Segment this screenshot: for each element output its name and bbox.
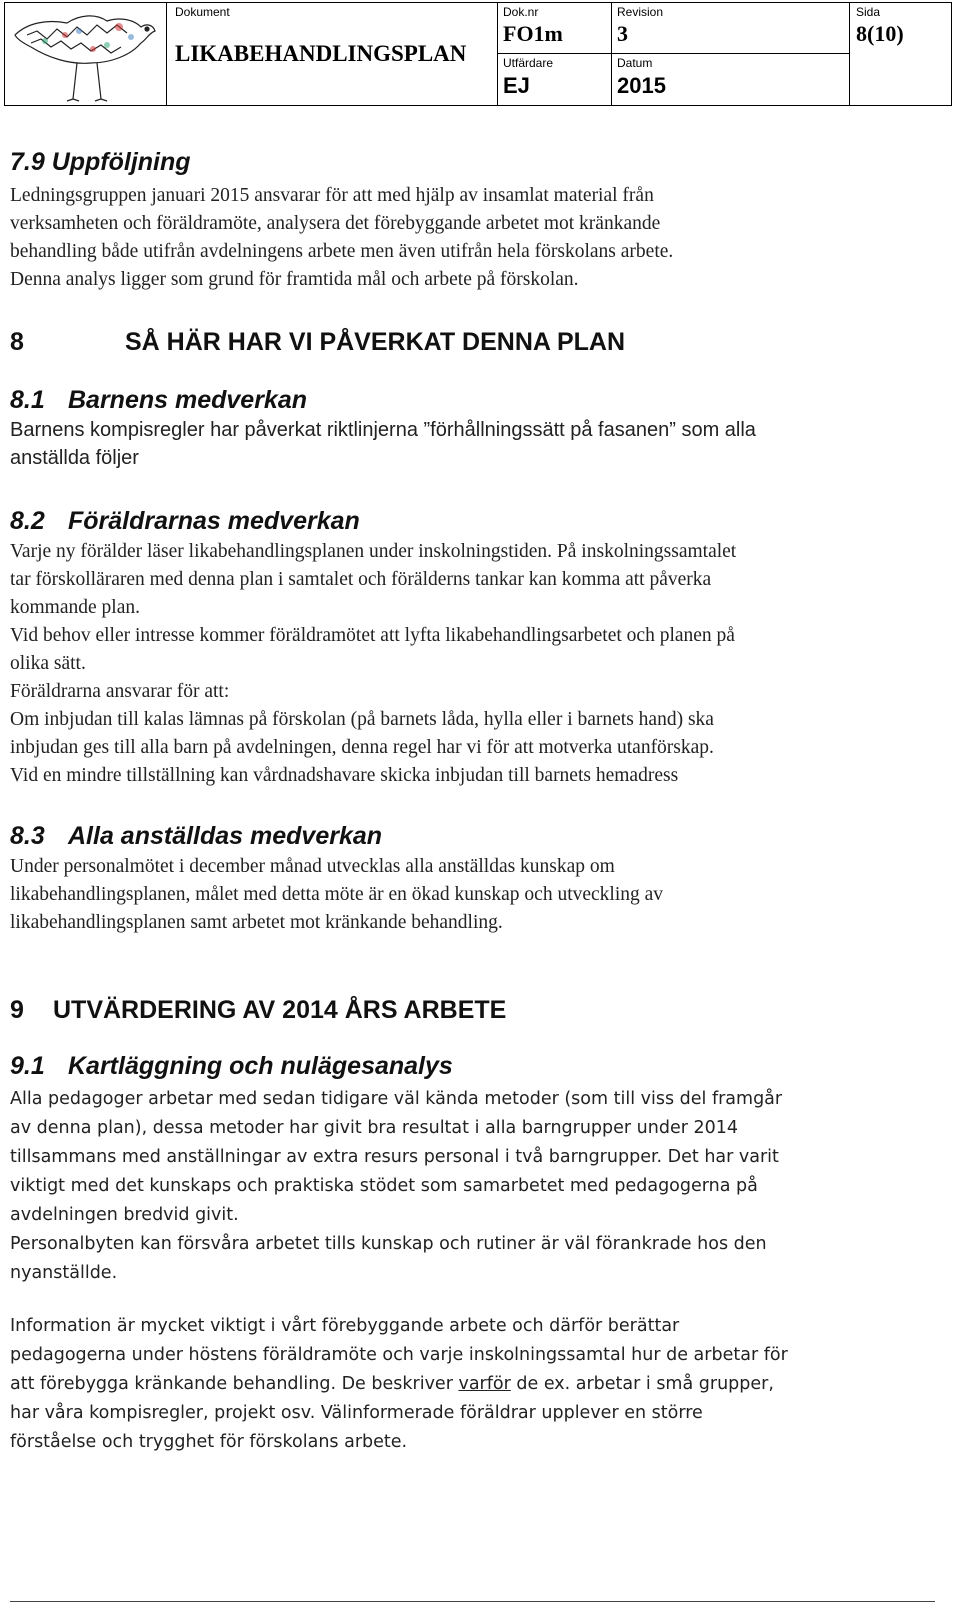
- text-line: verksamheten och föräldramöte, analysera det förebyggande arbetet mot kränkande: [10, 213, 661, 234]
- section-heading-7-9: [10, 148, 191, 177]
- text-line: olika sätt.: [10, 653, 86, 674]
- date-value: 2015: [617, 73, 666, 98]
- document-title: LIKABEHANDLINGSPLAN: [175, 41, 467, 66]
- revision-value: 3: [617, 21, 628, 46]
- text-line: inbjudan ges till alla barn på avdelningen, denna regel har vi för att motverka utanförskap.: [10, 737, 714, 758]
- text-line: Personalbyten kan försvåra arbetet tills kunskap och rutiner är väl förankrade hos den: [10, 1234, 767, 1254]
- footer-rule: [10, 1601, 935, 1602]
- issuer-label: Utfärdare: [503, 56, 554, 70]
- header-divider: [611, 3, 612, 105]
- paragraph-8-1: [10, 416, 940, 472]
- docnr-label: Dok.nr: [503, 5, 539, 19]
- section-heading-text: Alla anställdas medverkan: [68, 822, 383, 850]
- section-heading-text: Barnens medverkan: [68, 386, 308, 414]
- document-label: Dokument: [175, 5, 230, 19]
- text-line: viktigt med det kunskaps och praktiska stödet som samarbetet med pedagogerna på: [10, 1176, 758, 1196]
- text-line: Om inbjudan till kalas lämnas på förskolan (på barnets låda, hylla eller i barnets hand) ska: [10, 709, 714, 730]
- page-value: 8(10): [856, 21, 904, 46]
- text-line: Under personalmötet i december månad utvecklas alla anställdas kunskap om: [10, 856, 615, 877]
- text-line: tillsammans med anställningar av extra resurs personal i två barngrupper. Det har varit: [10, 1147, 779, 1167]
- header-divider: [497, 53, 849, 54]
- text-line: har våra kompisregler, projekt osv. Välinformerade föräldrar upplever en större: [10, 1403, 703, 1423]
- section-number: 8.3: [10, 822, 45, 850]
- pheasant-logo: [7, 5, 167, 103]
- page-label: Sida: [856, 5, 881, 19]
- paragraph-9-1-information: [10, 1312, 940, 1457]
- text-line: Ledningsgruppen januari 2015 ansvarar för att med hjälp av insamlat material från: [10, 185, 654, 206]
- text-line: Föräldrarna ansvarar för att:: [10, 681, 230, 702]
- text-line: förståelse och trygghet för förskolans arbete.: [10, 1432, 408, 1452]
- section-heading-text: UTVÄRDERING AV 2014 ÅRS ARBETE: [53, 996, 507, 1024]
- text-segment: att förebygga kränkande behandling. De beskriver: [10, 1374, 459, 1394]
- section-heading-text: 7.9 Uppföljning: [10, 148, 191, 176]
- text-line: Barnens kompisregler har påverkat riktlinjerna ”förhållningssätt på fasanen” som alla: [10, 419, 756, 441]
- text-line: anställda följer: [10, 447, 139, 469]
- text-line: av denna plan), dessa metoder har givit bra resultat i alla barngrupper under 2014: [10, 1118, 739, 1138]
- paragraph-7-9: [10, 182, 940, 294]
- section-heading-text: SÅ HÄR HAR VI PÅVERKAT DENNA PLAN: [125, 328, 626, 356]
- paragraph-8-3: [10, 853, 940, 937]
- text-line: [10, 1370, 940, 1399]
- text-line: kommande plan.: [10, 597, 140, 618]
- section-heading-8-1: [10, 386, 307, 415]
- date-label: Datum: [617, 56, 653, 70]
- text-segment: de ex. arbetar i små grupper,: [510, 1374, 774, 1394]
- text-line: Alla pedagoger arbetar med sedan tidigare väl kända metoder (som till viss del framgår: [10, 1089, 783, 1109]
- section-heading-text: Kartläggning och nulägesanalys: [68, 1052, 453, 1080]
- text-line: tar förskolläraren med denna plan i samtalet och förälderns tankar kan komma att påverka: [10, 569, 712, 590]
- section-number: 8.1: [10, 386, 45, 414]
- section-heading-9-1: [10, 1052, 453, 1081]
- text-line: behandling både utifrån avdelningens arbete men även utifrån hela förskolans arbete.: [10, 241, 674, 262]
- text-line: Information är mycket viktigt i vårt förebyggande arbete och därför berättar: [10, 1316, 680, 1336]
- section-number: 9: [10, 996, 24, 1024]
- text-line: Denna analys ligger som grund för framtida mål och arbete på förskolan.: [10, 269, 579, 290]
- section-number: 9.1: [10, 1052, 45, 1080]
- document-header: [4, 2, 952, 106]
- text-line: Vid behov eller intresse kommer föräldramötet att lyfta likabehandlingsarbetet och planen på: [10, 625, 735, 646]
- section-heading-8: [10, 328, 625, 357]
- text-line: likabehandlingsplanen, målet med detta möte är en ökad kunskap och utveckling av: [10, 884, 664, 905]
- section-heading-8-2: [10, 507, 360, 536]
- header-divider: [497, 3, 498, 105]
- text-line: Varje ny förälder läser likabehandlingsplanen under inskolningstiden. På inskolningssamtalet: [10, 541, 737, 562]
- docnr-value: FO1m: [503, 21, 563, 46]
- underlined-word: varför: [458, 1374, 511, 1394]
- section-heading-text: Föräldrarnas medverkan: [68, 507, 360, 535]
- header-divider: [849, 3, 850, 105]
- paragraph-8-2: [10, 538, 940, 790]
- section-number: 8.2: [10, 507, 45, 535]
- text-line: likabehandlingsplanen samt arbetet mot kränkande behandling.: [10, 912, 503, 933]
- text-line: nyanställde.: [10, 1263, 118, 1283]
- revision-label: Revision: [617, 5, 664, 19]
- issuer-value: EJ: [503, 73, 530, 98]
- paragraph-9-1: [10, 1085, 940, 1288]
- section-heading-9: [10, 996, 506, 1025]
- text-line: pedagogerna under höstens föräldramöte och varje inskolningssamtal hur de arbetar för: [10, 1345, 788, 1365]
- section-heading-8-3: [10, 822, 382, 851]
- text-line: avdelningen bredvid givit.: [10, 1205, 239, 1225]
- section-number: 8: [10, 328, 24, 356]
- text-line: Vid en mindre tillställning kan vårdnadshavare skicka inbjudan till barnets hemadress: [10, 765, 679, 786]
